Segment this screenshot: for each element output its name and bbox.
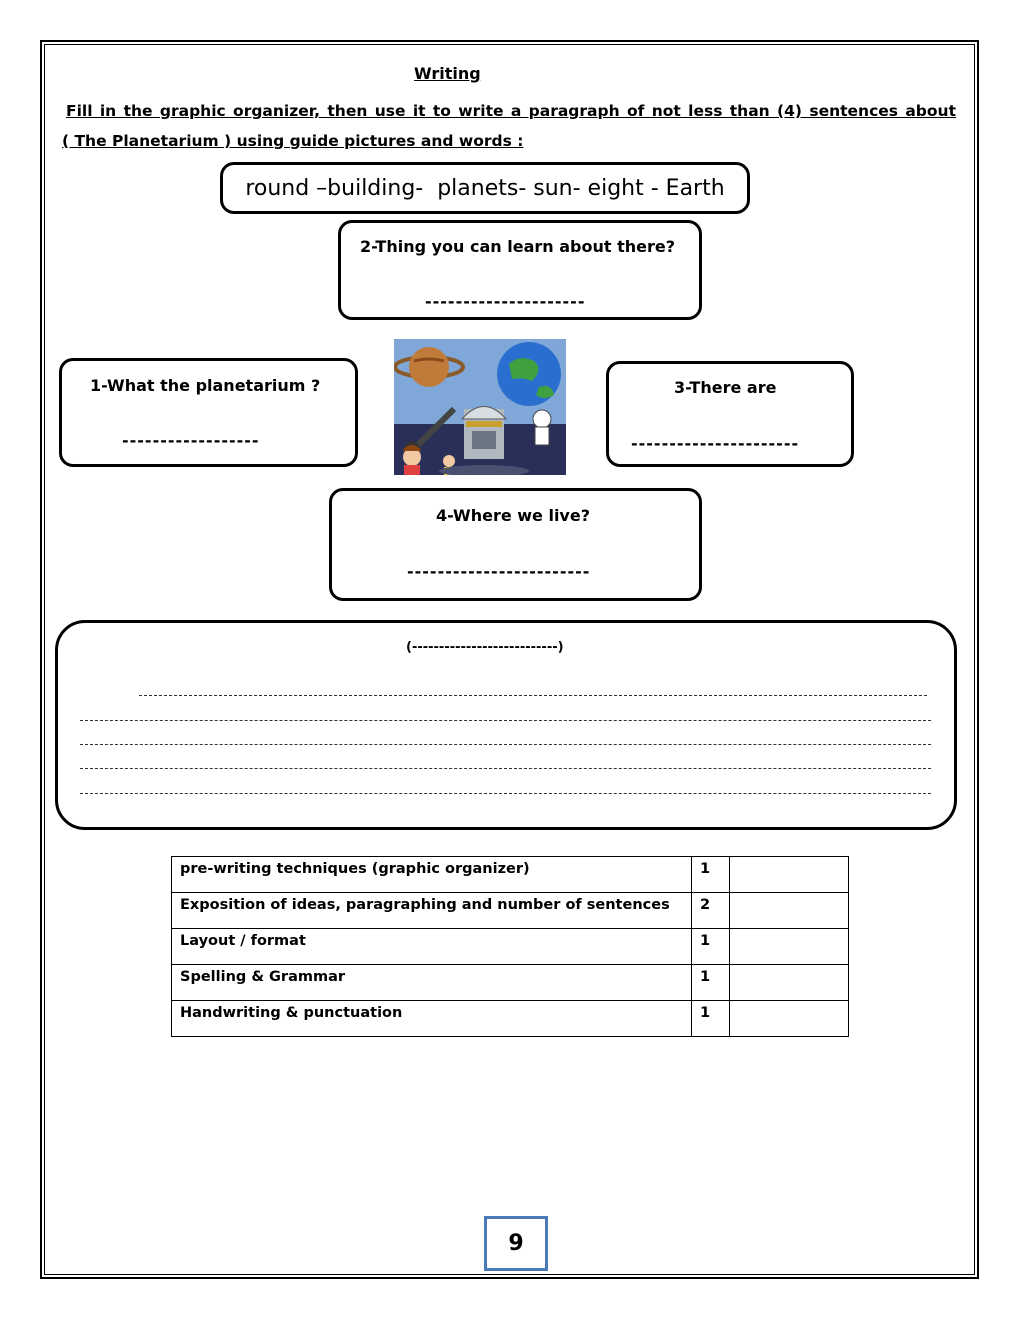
rubric-mark: 1	[692, 1001, 730, 1037]
planetarium-illustration	[394, 339, 566, 475]
rubric-score-cell[interactable]	[730, 1001, 849, 1037]
instruction-line-2: ( The Planetarium ) using guide pictures and words :	[62, 132, 524, 150]
q3-answer-blank[interactable]: ----------------------	[631, 434, 800, 453]
paragraph-title-blank[interactable]: (---------------------------)	[406, 640, 564, 655]
rubric-score-cell[interactable]	[730, 929, 849, 965]
word-bank: round –building- planets- sun- eight - Earth	[220, 162, 750, 214]
organizer-box-q4[interactable]	[329, 488, 702, 601]
rubric-row	[172, 893, 849, 929]
rubric-row	[172, 929, 849, 965]
rubric-score-cell[interactable]	[730, 857, 849, 893]
rubric-criterion: pre-writing techniques (graphic organizer)	[172, 857, 692, 893]
rubric-mark: 1	[692, 965, 730, 1001]
rubric-criterion: Layout / format	[172, 929, 692, 965]
organizer-box-q1[interactable]	[59, 358, 358, 467]
q2-label: 2-Thing you can learn about there?	[360, 237, 675, 256]
rubric-criterion: Handwriting & punctuation	[172, 1001, 692, 1037]
rubric-table	[171, 856, 849, 1037]
rubric-criterion: Exposition of ideas, paragraphing and number of sentences	[172, 893, 692, 929]
q2-answer-blank[interactable]: ---------------------	[425, 292, 586, 311]
writing-line[interactable]	[80, 720, 931, 721]
q1-answer-blank[interactable]: ------------------	[122, 431, 260, 450]
writing-line[interactable]	[80, 744, 931, 745]
instruction-line-1: Fill in the graphic organizer, then use it to write a paragraph of not less than (4) sentences about	[66, 102, 956, 120]
rubric-row	[172, 965, 849, 1001]
writing-line[interactable]	[139, 695, 927, 696]
writing-line[interactable]	[80, 793, 931, 794]
rubric-mark: 1	[692, 857, 730, 893]
writing-line[interactable]	[80, 768, 931, 769]
page-number: 9	[484, 1216, 548, 1271]
rubric-score-cell[interactable]	[730, 893, 849, 929]
q1-label: 1-What the planetarium ?	[90, 376, 321, 395]
rubric-row	[172, 1001, 849, 1037]
rubric-criterion: Spelling & Grammar	[172, 965, 692, 1001]
rubric-mark: 2	[692, 893, 730, 929]
q4-label: 4-Where we live?	[436, 506, 590, 525]
section-title: Writing	[414, 64, 481, 83]
rubric-score-cell[interactable]	[730, 965, 849, 1001]
rubric-mark: 1	[692, 929, 730, 965]
rubric-row	[172, 857, 849, 893]
q4-answer-blank[interactable]: ------------------------	[407, 562, 591, 581]
q3-label: 3-There are	[674, 378, 777, 397]
